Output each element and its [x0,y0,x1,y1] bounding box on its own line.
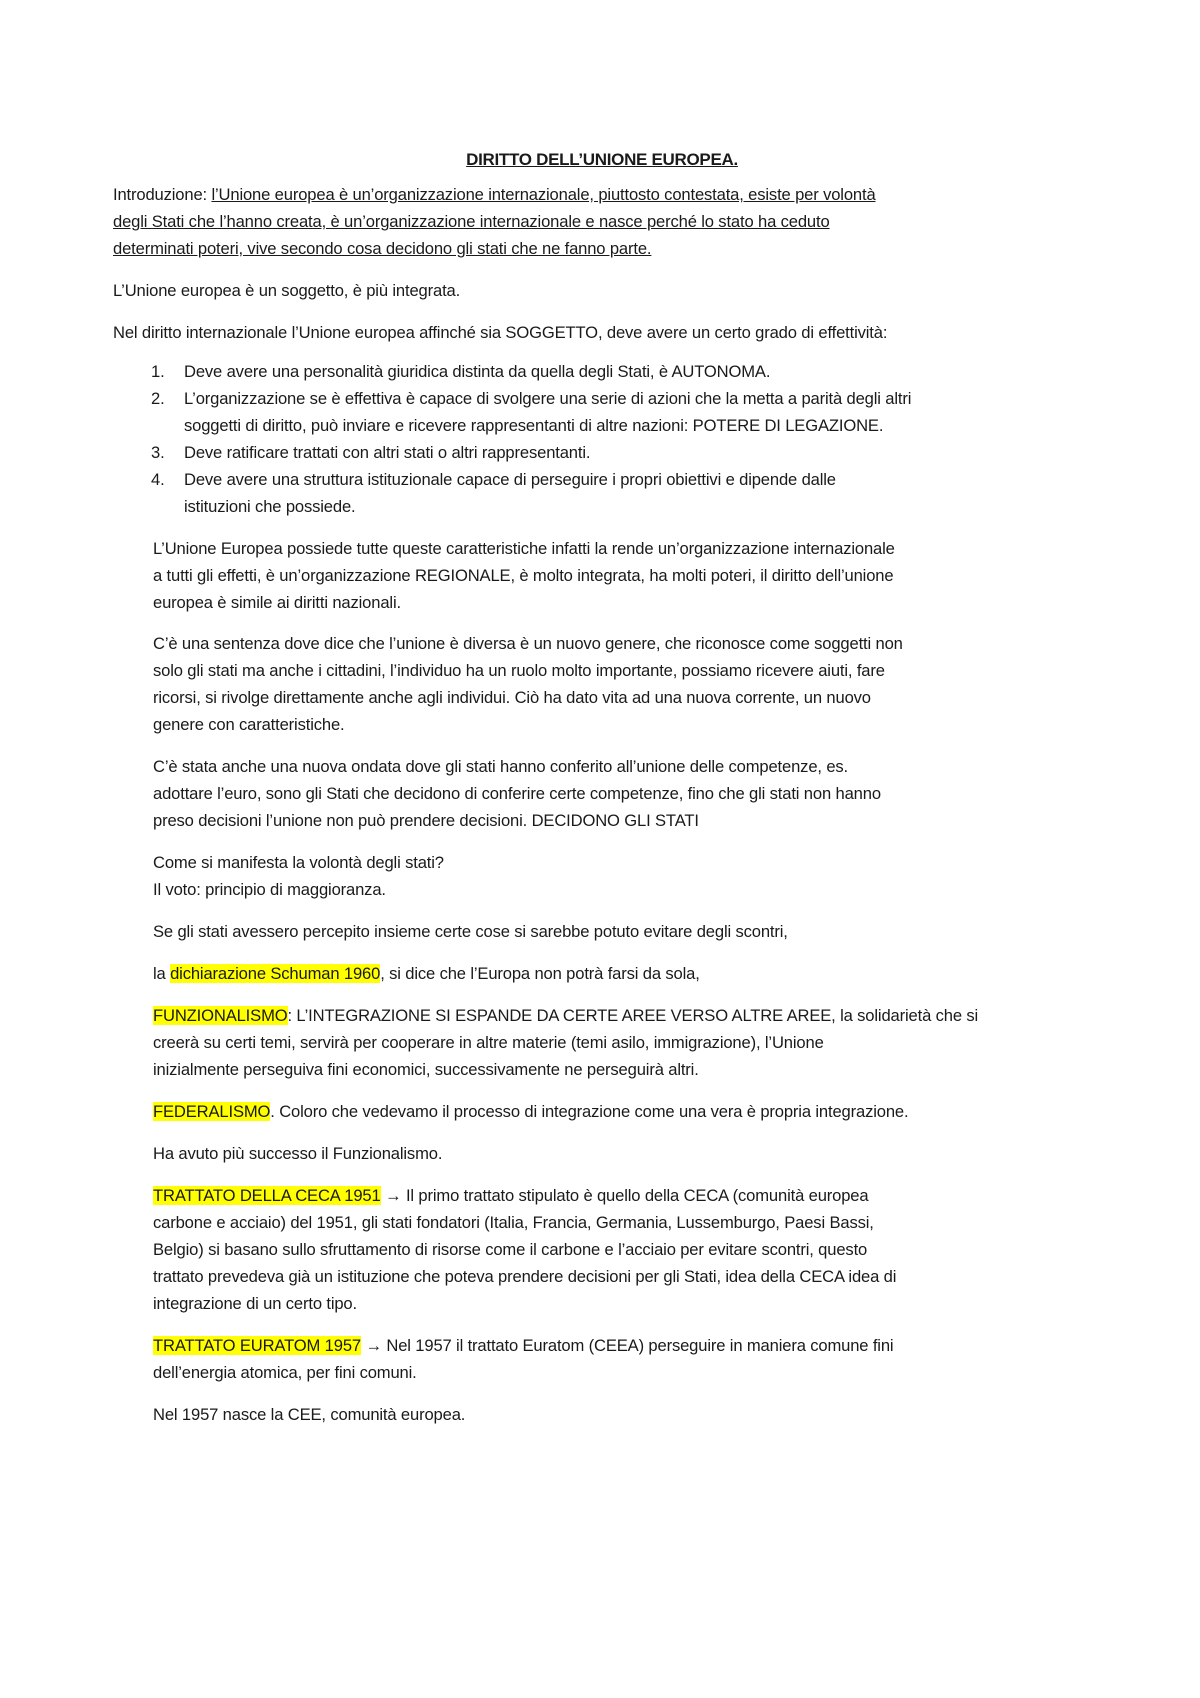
paragraph-successo: Ha avuto più successo il Funzionalismo. [153,1144,443,1163]
paragraph-ceca-2: carbone e acciaio) del 1951, gli stati fondatori (Italia, Francia, Germania, Lussemburgo, Paesi Bassi, [153,1213,874,1232]
paragraph-sentenza-3: ricorsi, si rivolge direttamente anche agli individui. Ciò ha dato vita ad una nuova corrente, un nuovo [153,688,871,707]
paragraph-euratom-1: TRATTATO EURATOM 1957 → Nel 1957 il trattato Euratom (CEEA) perseguire in maniera comune fini [153,1336,894,1355]
paragraph-funzionalismo-2: creerà su certi temi, servirà per cooperare in altre materie (temi asilo, immigrazione), l’Unione [153,1033,824,1052]
paragraph-sentenza-4: genere con caratteristiche. [153,715,345,734]
paragraph-volonta-question: Come si manifesta la volontà degli stati? [153,853,444,872]
paragraph-sentenza-2: solo gli stati ma anche i cittadini, l’individuo ha un ruolo molto importante, possiamo ricevere aiuti, fare [153,661,885,680]
paragraph-ceca-3: Belgio) si basano sullo sfruttamento di risorse come il carbone e l’acciaio per evitare scontri, questo [153,1240,868,1259]
paragraph-federalismo: FEDERALISMO. Coloro che vedevamo il processo di integrazione come una vera è propria integrazione. [153,1102,909,1121]
paragraph-percepito: Se gli stati avessero percepito insieme certe cose si sarebbe potuto evitare degli scontri, [153,922,788,941]
paragraph-cee: Nel 1957 nasce la CEE, comunità europea. [153,1405,466,1424]
paragraph-funzionalismo-3: inizialmente perseguiva fini economici, successivamente ne perseguirà altri. [153,1060,699,1079]
paragraph-ue-possiede-3: europea è simile ai diritti nazionali. [153,593,401,612]
intro-line-1: Introduzione: l’Unione europea è un’organizzazione internazionale, piuttosto contestata, esiste per volontà [113,185,876,204]
intro-line-3: determinati poteri, vive secondo cosa decidono gli stati che ne fanno parte. [113,239,652,258]
paragraph-ceca-4: trattato prevedeva già un istituzione che poteva prendere decisioni per gli Stati, idea della CECA idea di [153,1267,897,1286]
paragraph-ue-possiede-2: a tutti gli effetti, è un’organizzazione REGIONALE, è molto integrata, ha molti poteri, il diritto dell’unione [153,566,894,585]
paragraph-soggetto: L’Unione europea è un soggetto, è più integrata. [113,281,461,300]
list-item-continuation: istituzioni che possiede. [184,497,356,516]
highlight-federalismo: FEDERALISMO [153,1102,271,1121]
paragraph-ondata-1: C’è stata anche una nuova ondata dove gli stati hanno conferito all’unione delle competenze, es. [153,757,849,776]
paragraph-euratom-2: dell’energia atomica, per fini comuni. [153,1363,417,1382]
list-item-continuation: soggetti di diritto, può inviare e ricevere rappresentanti di altre nazioni: POTERE DI LEGAZIONE. [184,416,884,435]
paragraph-ondata-3: preso decisioni l’unione non può prendere decisioni. DECIDONO GLI STATI [153,811,699,830]
document-page: DIRITTO DELL’UNIONE EUROPEA. Introduzione: l’Unione europea è un’organizzazione internazionale, piuttosto contestata, esiste per volontà degli Stati che l’hanno creata, è un’organizzazione internazionale e nasce perché lo stato ha ceduto determinati poteri, vive secondo cosa decidono gli stati che ne fanno parte. L’Unione europea è un soggetto, è più integrata. Nel diritto internazionale l’Unione europea affinché sia SOGGETTO, deve avere un certo grado di effettività: 1. Deve avere una personalità giuridica distinta da quella degli Stati, è AUTONOMA. 2. L’organizzazione se è effettiva è capace di svolgere una serie di azioni che la metta a parità degli altri soggetti di diritto, può inviare e ricevere rappresentanti di altre nazioni: POTERE DI LEGAZIONE. 3. Deve ratificare trattati con altri stati o altri rappresentanti. 4. Deve avere una struttura istituzionale capace di perseguire i propri obiettivi e dipende dalle istituzioni che possiede. L’Unione Europea possiede tutte queste caratteristiche infatti la rende un’organizzazione internazionale a tutti gli effetti, è un’organizzazione REGIONALE, è molto integrata, ha molti poteri, il diritto dell’unione europea è simile ai diritti nazionali. C’è una sentenza dove dice che l’unione è diversa è un nuovo genere, che riconosce come soggetti non solo gli stati ma anche i cittadini, l’individuo ha un ruolo molto importante, possiamo ricevere aiuti, fare ricorsi, si rivolge direttamente anche agli individui. Ciò ha dato vita ad una nuova corrente, un nuovo genere con caratteristiche. C’è stata anche una nuova ondata dove gli stati hanno conferito all’unione delle competenze, es. adottare l’euro, sono gli Stati che decidono di conferire certe competenze, fino che gli stati non hanno preso decisioni l’unione non può prendere decisioni. DECIDONO GLI STATI Come si manifesta la volontà degli stati? Il voto: principio di maggioranza. Se gli stati avessero percepito insieme certe cose si sarebbe potuto evitare degli scontri, la dichiarazione Schuman 1960, si dice che l’Europa non potrà farsi da sola, FUNZIONALISMO: L’INTEGRAZIONE SI ESPANDE DA CERTE AREE VERSO ALTRE AREE, la solidarietà che si creerà su certi temi, servirà per cooperare in altre materie (temi asilo, immigrazione), l’Unione inizialmente perseguiva fini economici, successivamente ne perseguirà altri. FEDERALISMO. Coloro che vedevamo il processo di integrazione come una vera è propria integrazione. Ha avuto più successo il Funzionalismo. TRATTATO DELLA CECA 1951 → Il primo trattato stipulato è quello della CECA (comunità europea carbone e acciaio) del 1951, gli stati fondatori (Italia, Francia, Germania, Lussemburgo, Paesi Bassi, Belgio) si basano sullo sfruttamento di risorse come il carbone e l’acciaio per evitare scontri, questo trattato prevedeva già un istituzione che poteva prendere decisioni per gli Stati, idea della CECA idea di integrazione di un certo tipo. TRATTATO EURATOM 1957 → Nel 1957 il trattato Euratom (CEEA) perseguire in maniera comune fini dell’energia atomica, per fini comuni. Nel 1957 nasce la CEE, comunità europea. [0,0,1200,1698]
paragraph-schuman: la dichiarazione Schuman 1960, si dice che l’Europa non potrà farsi da sola, [153,964,700,983]
paragraph-diritto: Nel diritto internazionale l’Unione europea affinché sia SOGGETTO, deve avere un certo grado di effettività: [113,323,888,342]
highlight-schuman: dichiarazione Schuman 1960 [170,964,381,983]
intro-line-2: degli Stati che l’hanno creata, è un’organizzazione internazionale e nasce perché lo stato ha ceduto [113,212,830,231]
paragraph-ceca-5: integrazione di un certo tipo. [153,1294,357,1313]
arrow-right-icon: → [380,1186,406,1205]
intro-label: Introduzione: [113,185,212,204]
paragraph-funzionalismo-1: FUNZIONALISMO: L’INTEGRAZIONE SI ESPANDE DA CERTE AREE VERSO ALTRE AREE, la solidarietà che si [153,1006,979,1025]
highlight-ceca: TRATTATO DELLA CECA 1951 [153,1186,381,1205]
paragraph-volonta-answer: Il voto: principio di maggioranza. [153,880,386,899]
paragraph-ceca-1: TRATTATO DELLA CECA 1951 → Il primo trattato stipulato è quello della CECA (comunità europea [153,1186,869,1205]
arrow-right-icon: → [361,1336,387,1355]
highlight-funzionalismo: FUNZIONALISMO [153,1006,288,1025]
highlight-euratom: TRATTATO EURATOM 1957 [153,1336,361,1355]
paragraph-ondata-2: adottare l’euro, sono gli Stati che decidono di conferire certe competenze, fino che gli stati non hanno [153,784,881,803]
paragraph-ue-possiede-1: L’Unione Europea possiede tutte queste caratteristiche infatti la rende un’organizzazione internazionale [153,539,895,558]
paragraph-sentenza-1: C’è una sentenza dove dice che l’unione è diversa è un nuovo genere, che riconosce come soggetti non [153,634,903,653]
document-title: DIRITTO DELL’UNIONE EUROPEA. [466,150,738,169]
